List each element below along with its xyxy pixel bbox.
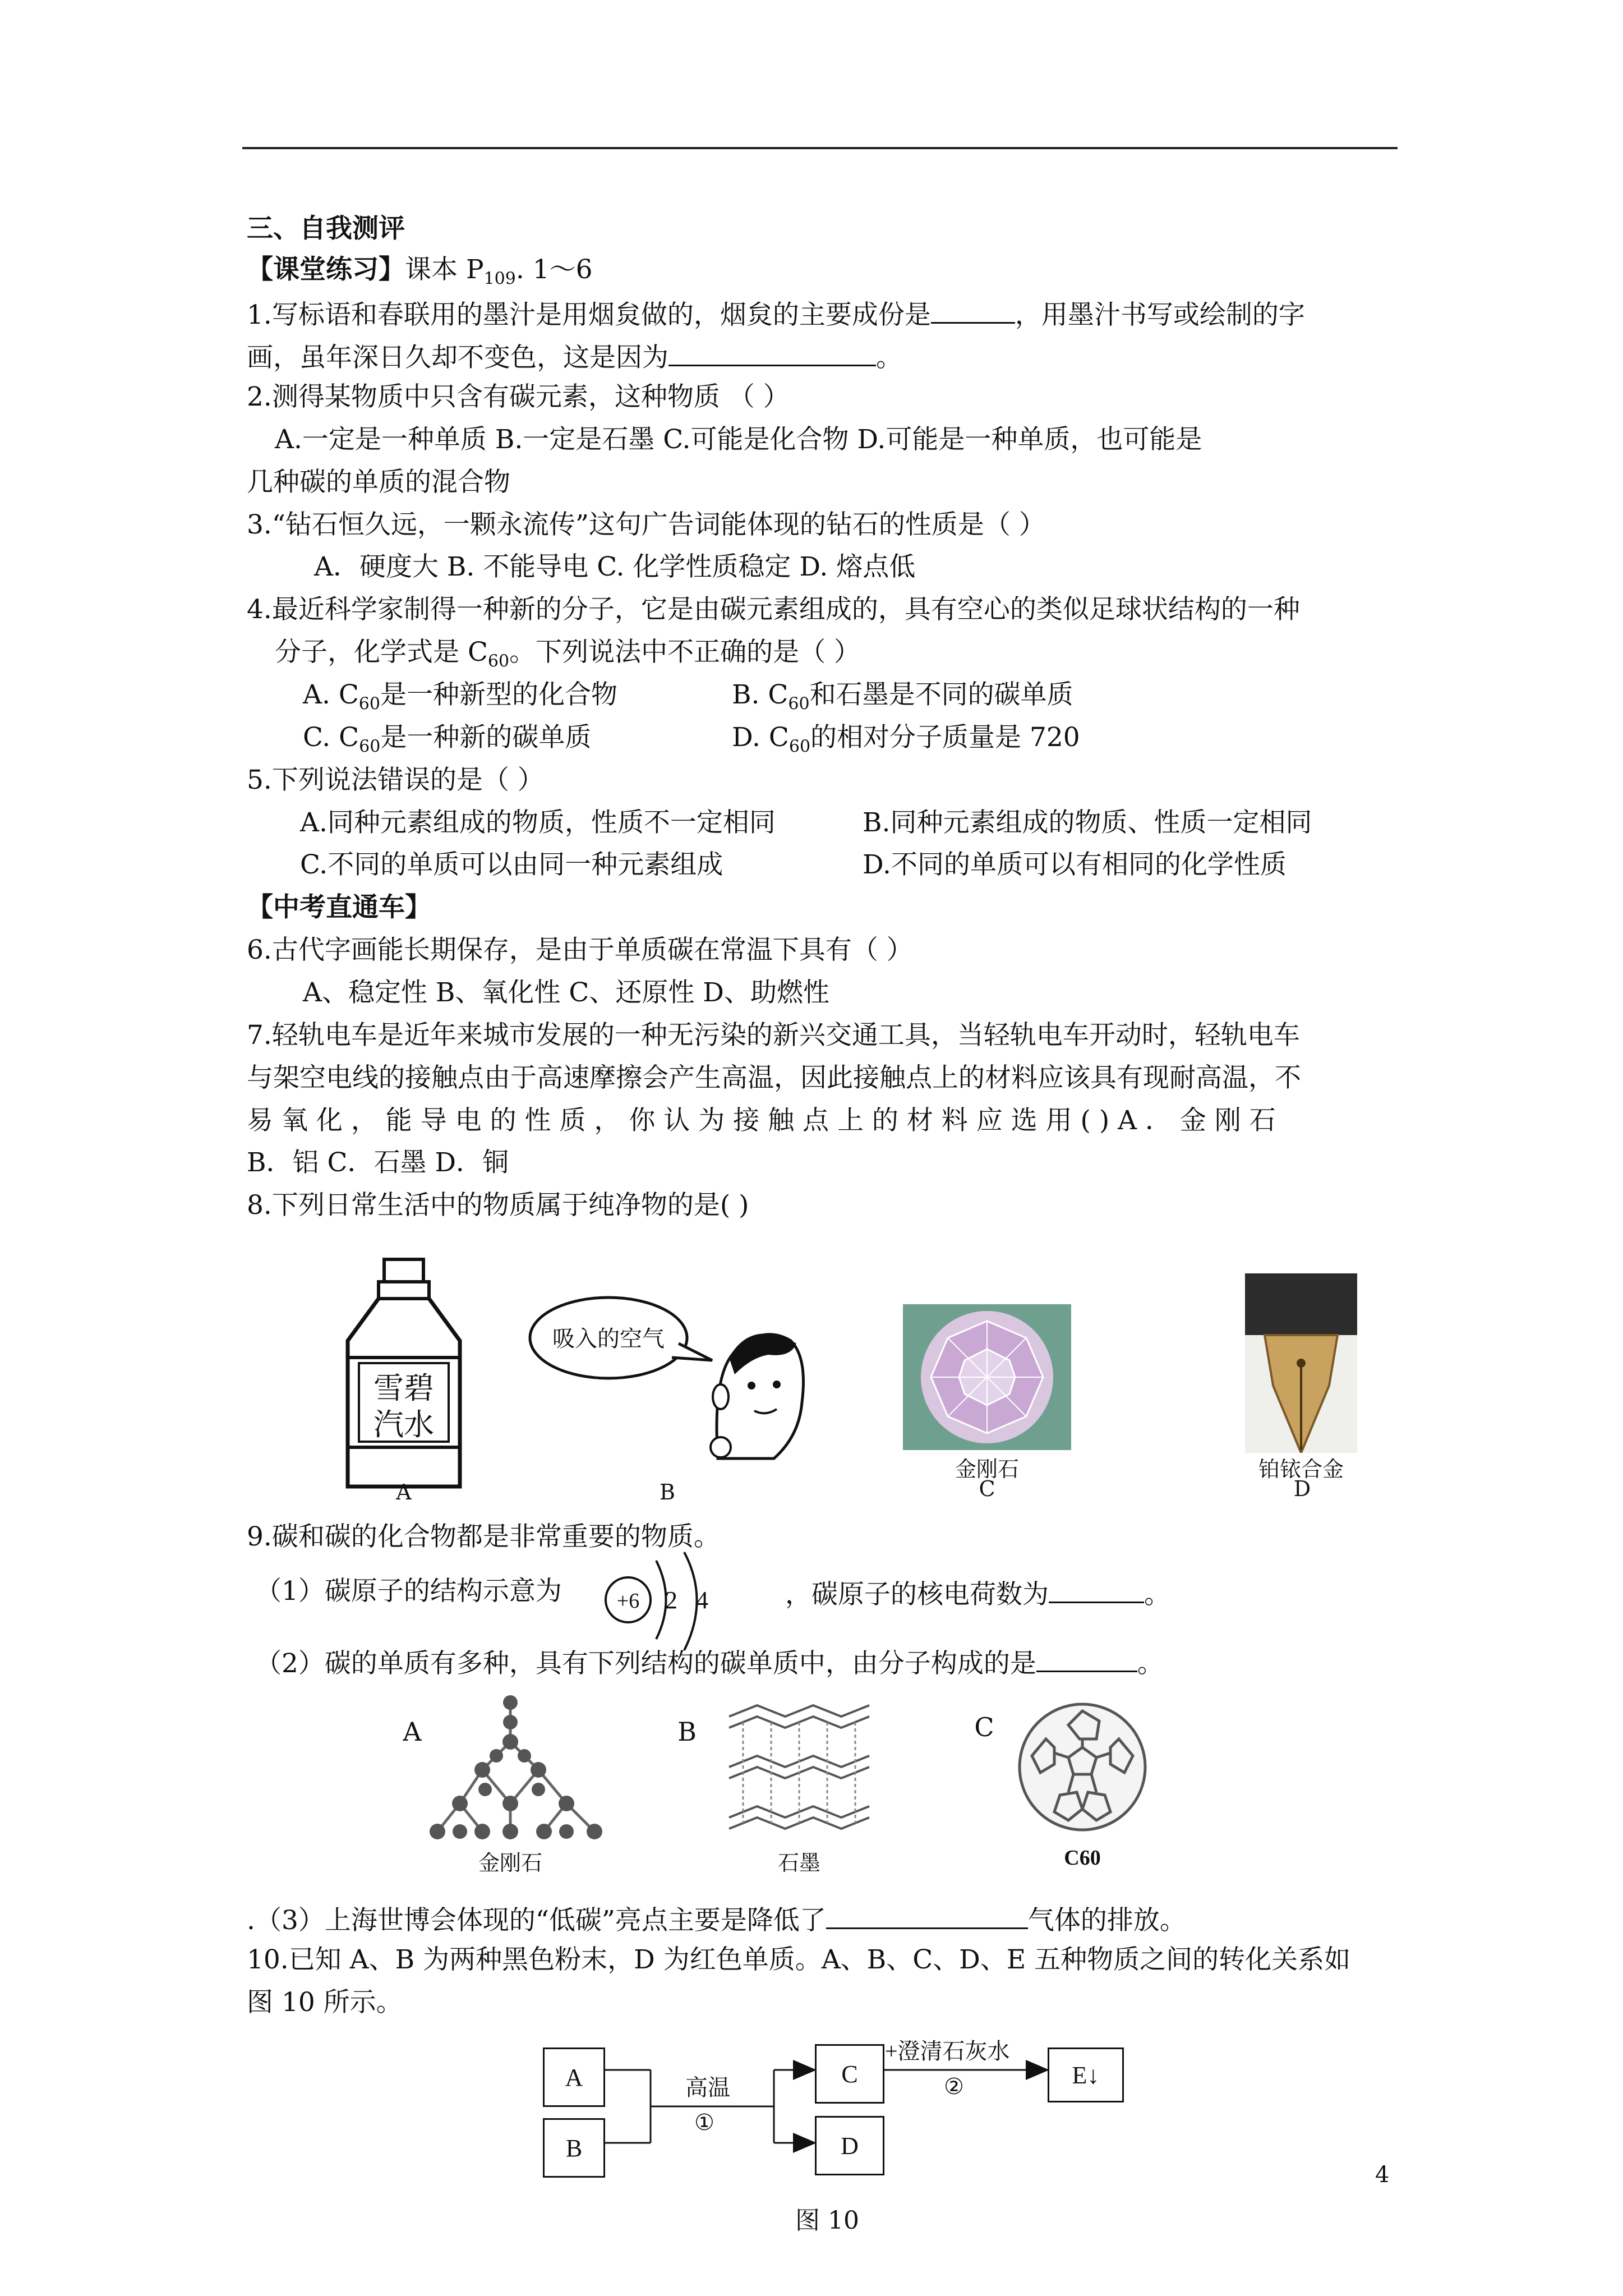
condition-limewater: +澄清石灰水 [885,2039,1010,2064]
struct-caption-diamond: 金刚石 [478,1851,542,1875]
diamond-structure-image [426,1691,611,1848]
q9-part1: （1）碳原子的结构示意为 [255,1576,562,1607]
q9-part1-cont: ，碳原子的核电荷数为 。 [785,1575,1170,1612]
bottle-text-1: 雪碧 [374,1370,434,1406]
q10-line1: 10.已知 A、B 为两种黑色粉末，D 为红色单质。A、B、C、D、E 五种物质之间的转化关系如 [247,1944,1351,1975]
q8-label-b: B [660,1480,675,1504]
box-e: E↓ [1048,2047,1124,2102]
q9-blank-1[interactable] [1049,1575,1144,1603]
q1-line1: 1.写标语和春联用的墨汁是用烟炱做的，烟炱的主要成份是 ，用墨汁书写或绘制的字 [247,295,1305,332]
q5-option-b: B.同种元素组成的物质、性质一定相同 [863,807,1312,838]
diamond-image [903,1304,1071,1450]
box-a: A [543,2047,605,2107]
q4-option-c: C. $C_{60}$是一种新的碳单质 [303,722,592,757]
q1-line2: 画，虽年深日久却不变色，这是因为 。 [247,338,902,375]
box-d: D [815,2116,884,2175]
q2-options-cont: 几种碳的单质的混合物 [247,467,510,498]
section-title: 三、自我测评 [247,213,405,244]
q5-option-c: C.不同的单质可以由同一种元素组成 [300,849,723,880]
exam-header: 【中考直通车】 [247,892,431,923]
q9-stem: 9.碳和碳的化合物都是非常重要的物质。 [247,1521,720,1552]
q9-part3: .（3）上海世博会体现的“低碳”亮点主要是降低了 气体的排放。 [247,1901,1186,1938]
breathing-boy-image [527,1290,808,1464]
class-practice-header: 【课堂练习】 [247,254,405,285]
shell-1-electrons: 2 [665,1586,677,1614]
class-practice-line [247,253,593,287]
q9-part2: （2）碳的单质有多种，具有下列结构的碳单质中，由分子构成的是 。 [255,1644,1164,1681]
q9-blank-3[interactable] [826,1901,1028,1929]
struct-label-a: A [403,1717,422,1747]
q4-option-b: B. $C_{60}$和石墨是不同的碳单质 [732,679,1073,714]
struct-caption-c60: C60 [1064,1846,1101,1870]
struct-label-c: C [974,1712,994,1742]
q7-line4: B．铝 C．石墨 D．铜 [247,1147,509,1178]
q2-options: A.一定是一种单质 B.一定是石墨 C.可能是化合物 D.可能是一种单质，也可能是 [275,424,1202,455]
soda-bottle-image [336,1257,471,1498]
header-rule [242,147,1398,149]
q2-stem: 2.测得某物质中只含有碳元素，这种物质 （ ） [247,381,790,412]
q1-blank-1[interactable] [931,295,1015,324]
textbook-ref: 课本 $P_{109}$. 1～6 [405,254,593,289]
struct-caption-graphite: 石墨 [777,1851,820,1875]
step-2-marker: ② [944,2074,964,2099]
box-b: B [543,2118,605,2178]
bottle-text-2: 汽水 [374,1407,434,1442]
alloy-caption: 铂铱合金 [1258,1457,1344,1481]
q8-stem: 8.下列日常生活中的物质属于纯净物的是( ) [247,1190,749,1221]
q6-stem: 6.古代字画能长期保存，是由于单质碳在常温下具有（ ） [247,935,913,965]
page-number: 4 [1375,2162,1390,2188]
q3-stem: 3.“钻石恒久远，一颗永流传”这句广告词能体现的钻石的性质是（ ） [247,509,1045,540]
nucleus-charge: +6 [616,1589,640,1613]
figure-10-caption: 图 10 [795,2206,859,2235]
q10-line2: 图 10 所示。 [247,1987,403,2018]
condition-high-temp: 高温 [685,2075,730,2100]
q8-label-c: C [979,1476,995,1501]
q7-line2: 与架空电线的接触点由于高速摩擦会产生高温，因此接触点上的材料应该具有现耐高温，不 [247,1062,1301,1093]
c60-structure-image [1015,1700,1150,1834]
q5-option-a: A.同种元素组成的物质，性质不一定相同 [300,807,776,838]
q4-option-a: A. $C_{60}$是一种新型的化合物 [303,679,617,714]
q4-stem-2: 分子，化学式是 $C_{60}$。下列说法中不正确的是（ ） [275,637,861,671]
q4-option-d: D. $C_{60}$的相对分子质量是 720 [732,722,1080,757]
speech-bubble-text: 吸入的空气 [552,1326,665,1352]
step-1-marker: ① [694,2110,714,2135]
q8-label-a: A [396,1480,412,1504]
diamond-caption: 金刚石 [955,1457,1019,1481]
q7-line1: 7.轻轨电车是近年来城市发展的一种无污染的新兴交通工具，当轻轨电车开动时，轻轨电车 [247,1020,1300,1051]
struct-label-b: B [677,1717,697,1747]
q3-options: A．硬度大 B. 不能导电 C. 化学性质稳定 D. 熔点低 [314,551,916,582]
q7-line3: 易 氧 化 ， 能 导 电 的 性 质 ， 你 认 为 接 触 点 上 的 材 料 应 选 用 ( ) A ． 金 刚 石 [247,1105,1276,1136]
q5-option-d: D.不同的单质可以有相同的化学性质 [863,849,1287,880]
graphite-structure-image [723,1700,880,1840]
q1-blank-2[interactable] [668,338,876,366]
q6-options: A、稳定性 B、氧化性 C、还原性 D、助燃性 [303,977,829,1008]
q8-label-d: D [1293,1476,1311,1501]
shell-2-electrons: 4 [696,1586,708,1614]
box-c: C [815,2044,884,2104]
platinum-iridium-pen-image [1245,1273,1357,1453]
q5-stem: 5.下列说法错误的是（ ） [247,765,544,795]
q4-stem-1: 4.最近科学家制得一种新的分子，它是由碳元素组成的，具有空心的类似足球状结构的一种 [247,594,1300,625]
q9-blank-2[interactable] [1036,1644,1137,1672]
carbon-atom-diagram [603,1544,732,1656]
